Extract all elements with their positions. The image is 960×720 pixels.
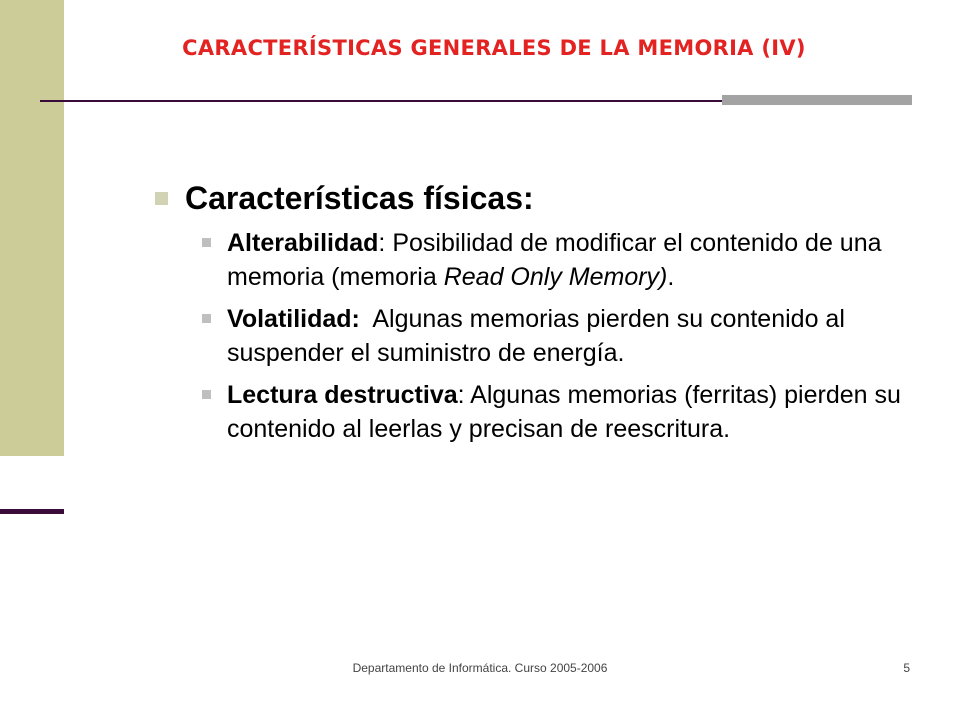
main-bullet-text: Características físicas:: [185, 180, 534, 216]
slide-title: CARACTERÍSTICAS GENERALES DE LA MEMORIA (IV): [182, 36, 806, 60]
item-text: : Posibilidad de modificar el contenido de una memoria (memoria: [227, 229, 882, 291]
item-text: : Algunas memorias (ferritas) pierden su contenido al leerlas y precisan de reescritura.: [227, 381, 901, 443]
list-item-lectura-destructiva: [202, 378, 915, 446]
item-text: Algunas memorias pierden su contenido al suspender el suministro de energía.: [227, 305, 852, 367]
page-number: 5: [903, 661, 910, 675]
slide-content: [155, 178, 915, 454]
item-text-end: .: [667, 263, 675, 291]
item-italic-text: Read Only Memory): [443, 263, 668, 291]
item-term: Lectura destructiva: [227, 381, 458, 409]
list-item-volatilidad: [202, 302, 915, 370]
item-term: Volatilidad:: [227, 305, 360, 333]
square-bullet-icon: [202, 314, 211, 323]
main-bullet: [155, 178, 915, 218]
item-term: Alterabilidad: [227, 229, 379, 257]
title-divider-accent: [722, 95, 912, 105]
square-bullet-icon: [202, 238, 211, 247]
side-accent-line: [0, 509, 64, 514]
title-divider: [40, 100, 722, 102]
side-bar: [0, 0, 64, 456]
square-bullet-icon: [202, 390, 211, 399]
square-bullet-icon: [155, 192, 168, 205]
list-item-alterabilidad: [202, 226, 915, 294]
footer-text: Departamento de Informática. Curso 2005-2006: [352, 661, 608, 675]
